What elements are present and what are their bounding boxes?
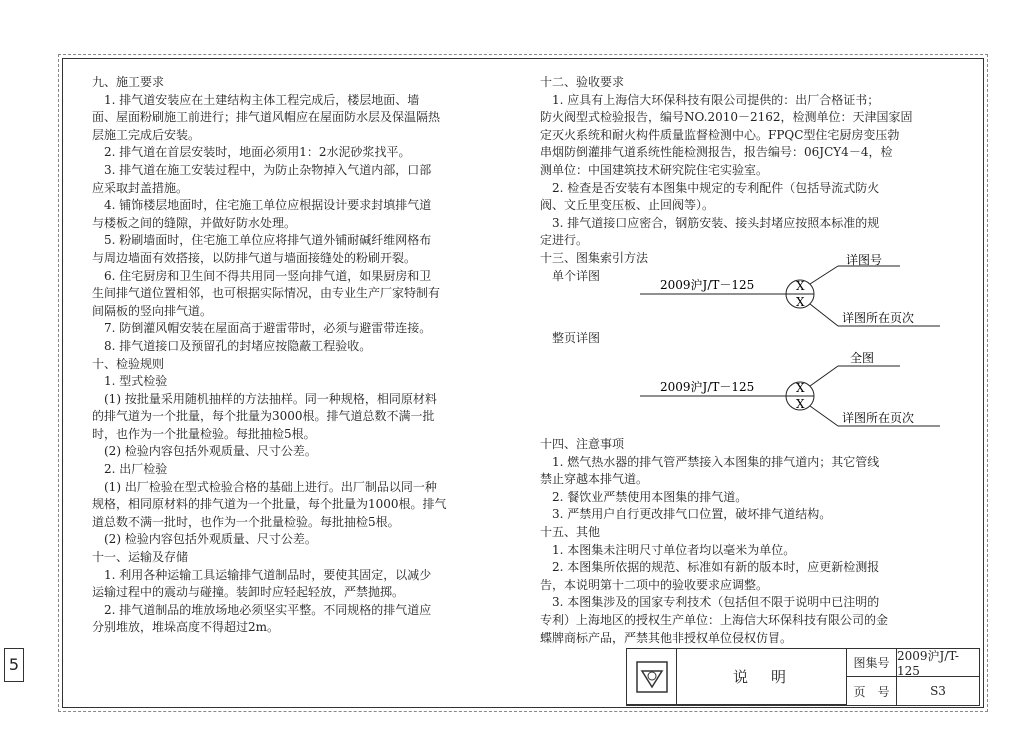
text-line: 间隔板的竖向排气道。 bbox=[92, 303, 213, 318]
text-line: 3. 本图集涉及的国家专利技术（包括但不限于说明中已注明的 bbox=[540, 595, 880, 610]
text-line: 的排气道为一个批量，每个批量为3000根。排气道总数不满一批 bbox=[92, 409, 435, 424]
text-line: 3. 排气道在施工安装过程中，为防止杂物掉入气道内部，口部 bbox=[92, 162, 432, 177]
text-line: 十四、注意事项 bbox=[540, 437, 625, 451]
text-line: 串烟防倒灌排气道系统性能检测报告，报告编号：06JCY4－4，检 bbox=[540, 145, 893, 160]
text-line: 十一、运输及存储 bbox=[92, 550, 189, 565]
text-line: 定进行。 bbox=[540, 233, 589, 248]
text-line: 禁止穿越本排气道。 bbox=[540, 472, 649, 487]
text-line: 层施工完成后安装。 bbox=[92, 127, 201, 142]
text-line: (1) 出厂检验在型式检验合格的基础上进行。出厂制品以同一种 bbox=[92, 479, 437, 494]
text-line: 道总数不满一批时，也作为一个批量检验。每批抽检5根。 bbox=[92, 514, 400, 529]
text-line: 2. 检查是否安装有本图集中规定的专利配件（包括导流式防火 bbox=[540, 180, 880, 195]
text-line: 1. 应具有上海信大环保科技有限公司提供的：出厂合格证书； bbox=[540, 92, 880, 107]
text-line: 生间排气道位置相邻，也可根据实际情况，由专业生产厂家特制有 bbox=[92, 286, 441, 301]
text-line: 2. 出厂检验 bbox=[92, 462, 168, 477]
text-line: 分别堆放，堆垛高度不得超过2m。 bbox=[92, 620, 280, 635]
text-line: 与楼板之间的缝隙，并做好防水处理。 bbox=[92, 215, 297, 230]
text-line: 3. 严禁用户自行更改排气口位置，破坏排气道结构。 bbox=[540, 507, 832, 522]
text-line: 专利）上海地区的授权生产单位：上海信大环保科技有限公司的金 bbox=[540, 612, 889, 627]
text-line: 十、检验规则 bbox=[92, 356, 165, 371]
text-line: 2. 排气道制品的堆放场地必须坚实平整。不同规格的排气道应 bbox=[92, 602, 432, 617]
text-line: 8. 排气道接口及预留孔的封堵应按隐蔽工程验收。 bbox=[92, 338, 372, 353]
text-line: 1. 利用各种运输工具运输排气道制品时，要使其固定，以减少 bbox=[92, 567, 432, 582]
index-diagram-fullpage bbox=[560, 351, 980, 434]
text-line: 单个详图 bbox=[540, 268, 601, 283]
text-line: 2. 餐饮业严禁使用本图集的排气道。 bbox=[540, 489, 748, 504]
text-line: 九、施工要求 bbox=[92, 75, 165, 89]
text-line: (2) 检验内容包括外观质量、尺寸公差。 bbox=[92, 532, 317, 547]
diagram1-leader-bottom bbox=[810, 304, 838, 326]
text-line: 2. 本图集所依据的规范、标准如有新的版本时，应更新检测报 bbox=[540, 560, 880, 575]
diagram2-leader-top bbox=[810, 366, 838, 386]
diagram2-heading: 整页详图 bbox=[540, 331, 601, 345]
text-line: 7. 防倒灌风帽安装在屋面高于避雷带时，必须与避雷带连接。 bbox=[92, 321, 432, 336]
text-line: 十三、图集索引方法 bbox=[540, 250, 649, 265]
text-line: 面、屋面粉刷施工前进行；排气道风帽应在屋面防水层及保温隔热 bbox=[92, 110, 441, 125]
diagram2-bottom-label: 详图所在页次 bbox=[842, 411, 915, 425]
text-line: 运输过程中的震动与碰撞。装卸时应轻起轻放，严禁抛掷。 bbox=[92, 585, 405, 600]
page-number-value: S3 bbox=[930, 684, 946, 698]
atlas-number-value: 2009沪J/T-125 bbox=[897, 649, 979, 677]
text-line: (2) 检验内容包括外观质量、尺寸公差。 bbox=[92, 444, 317, 459]
diagram1-top-label: 详图号 bbox=[846, 253, 883, 267]
diagram2-symbol-bottom: X bbox=[796, 397, 805, 411]
text-line: 时，也作为一个批量检验。每批抽检5根。 bbox=[92, 426, 316, 441]
text-line: 6. 住宅厨房和卫生间不得共用同一竖向排气道，如果厨房和卫 bbox=[92, 268, 432, 283]
diagram2-top-label: 全图 bbox=[850, 351, 875, 365]
page-number-label: 页 号 bbox=[847, 677, 897, 705]
diagram1-leader-top bbox=[810, 266, 838, 284]
diagram1-bottom-label: 详图所在页次 bbox=[842, 311, 915, 325]
text-line: 防火阀型式检验报告，编号NO.2010－2162，检测单位：天津国家固 bbox=[540, 110, 913, 125]
side-page-number: 5 bbox=[4, 648, 24, 682]
text-line: 阀、文丘里变压板、止回阀等）。 bbox=[540, 198, 715, 213]
text-line: 1. 型式检验 bbox=[92, 374, 168, 389]
title-block-title: 说 明 bbox=[677, 649, 847, 705]
text-line: 定灭火系统和耐火构件质量监督检测中心。FPQC型住宅厨房变压勃 bbox=[540, 127, 900, 142]
text-line: 应采取封盖措施。 bbox=[92, 180, 189, 195]
text-line: 告，本说明第十二项中的验收要求应调整。 bbox=[540, 577, 769, 592]
publisher-logo-icon bbox=[634, 659, 670, 695]
diagram2-atlas-label: 2009沪J/T－125 bbox=[660, 380, 755, 394]
diagram1-symbol-bottom: X bbox=[796, 295, 805, 309]
text-line: 5. 粉刷墙面时，住宅施工单位应将排气道外铺耐碱纤维网格布 bbox=[92, 233, 432, 248]
text-line: 3. 排气道接口应密合，钢筋安装、接头封堵应按照本标准的规 bbox=[540, 215, 880, 230]
diagram2-leader-bottom bbox=[810, 406, 838, 426]
left-column-text bbox=[92, 74, 512, 637]
text-line: 1. 本图集未注明尺寸单位者均以毫米为单位。 bbox=[540, 542, 796, 557]
right-column-text-top bbox=[540, 74, 970, 285]
diagram1-symbol-top: X bbox=[796, 279, 805, 293]
right-column-text-bottom bbox=[540, 436, 970, 647]
text-line: 与周边墙面有效搭接，以防排气道与墙面接缝处的粉刷开裂。 bbox=[92, 250, 417, 265]
atlas-number-label: 图集号 bbox=[847, 649, 897, 677]
diagram2-symbol-top: X bbox=[796, 381, 805, 395]
text-line: 蝶牌商标产品，严禁其他非授权单位侵权仿冒。 bbox=[540, 630, 793, 645]
text-line: 十二、验收要求 bbox=[540, 75, 625, 89]
text-line: 规格，相同原材料的排气道为一个批量，每个批量为1000根。排气 bbox=[92, 497, 447, 512]
text-line: 2. 排气道在首层安装时，地面必须用1：2水泥砂浆找平。 bbox=[92, 145, 411, 160]
text-line: 测单位：中国建筑技术研究院住宅实验室。 bbox=[540, 162, 769, 177]
title-block bbox=[626, 648, 980, 706]
title-block-logo-cell bbox=[627, 649, 677, 705]
text-line: 十五、其他 bbox=[540, 524, 601, 539]
text-line: 1. 排气道安装应在土建结构主体工程完成后，楼层地面、墙 bbox=[92, 92, 420, 107]
text-line: 1. 燃气热水器的排气管严禁接入本图集的排气道内；其它管线 bbox=[540, 454, 880, 469]
text-line: (1) 按批量采用随机抽样的方法抽样。同一种规格，相同原材料 bbox=[92, 391, 437, 406]
diagram1-atlas-label: 2009沪J/T－125 bbox=[660, 278, 755, 292]
text-line: 4. 铺饰楼层地面时，住宅施工单位应根据设计要求封填排气道 bbox=[92, 198, 432, 213]
